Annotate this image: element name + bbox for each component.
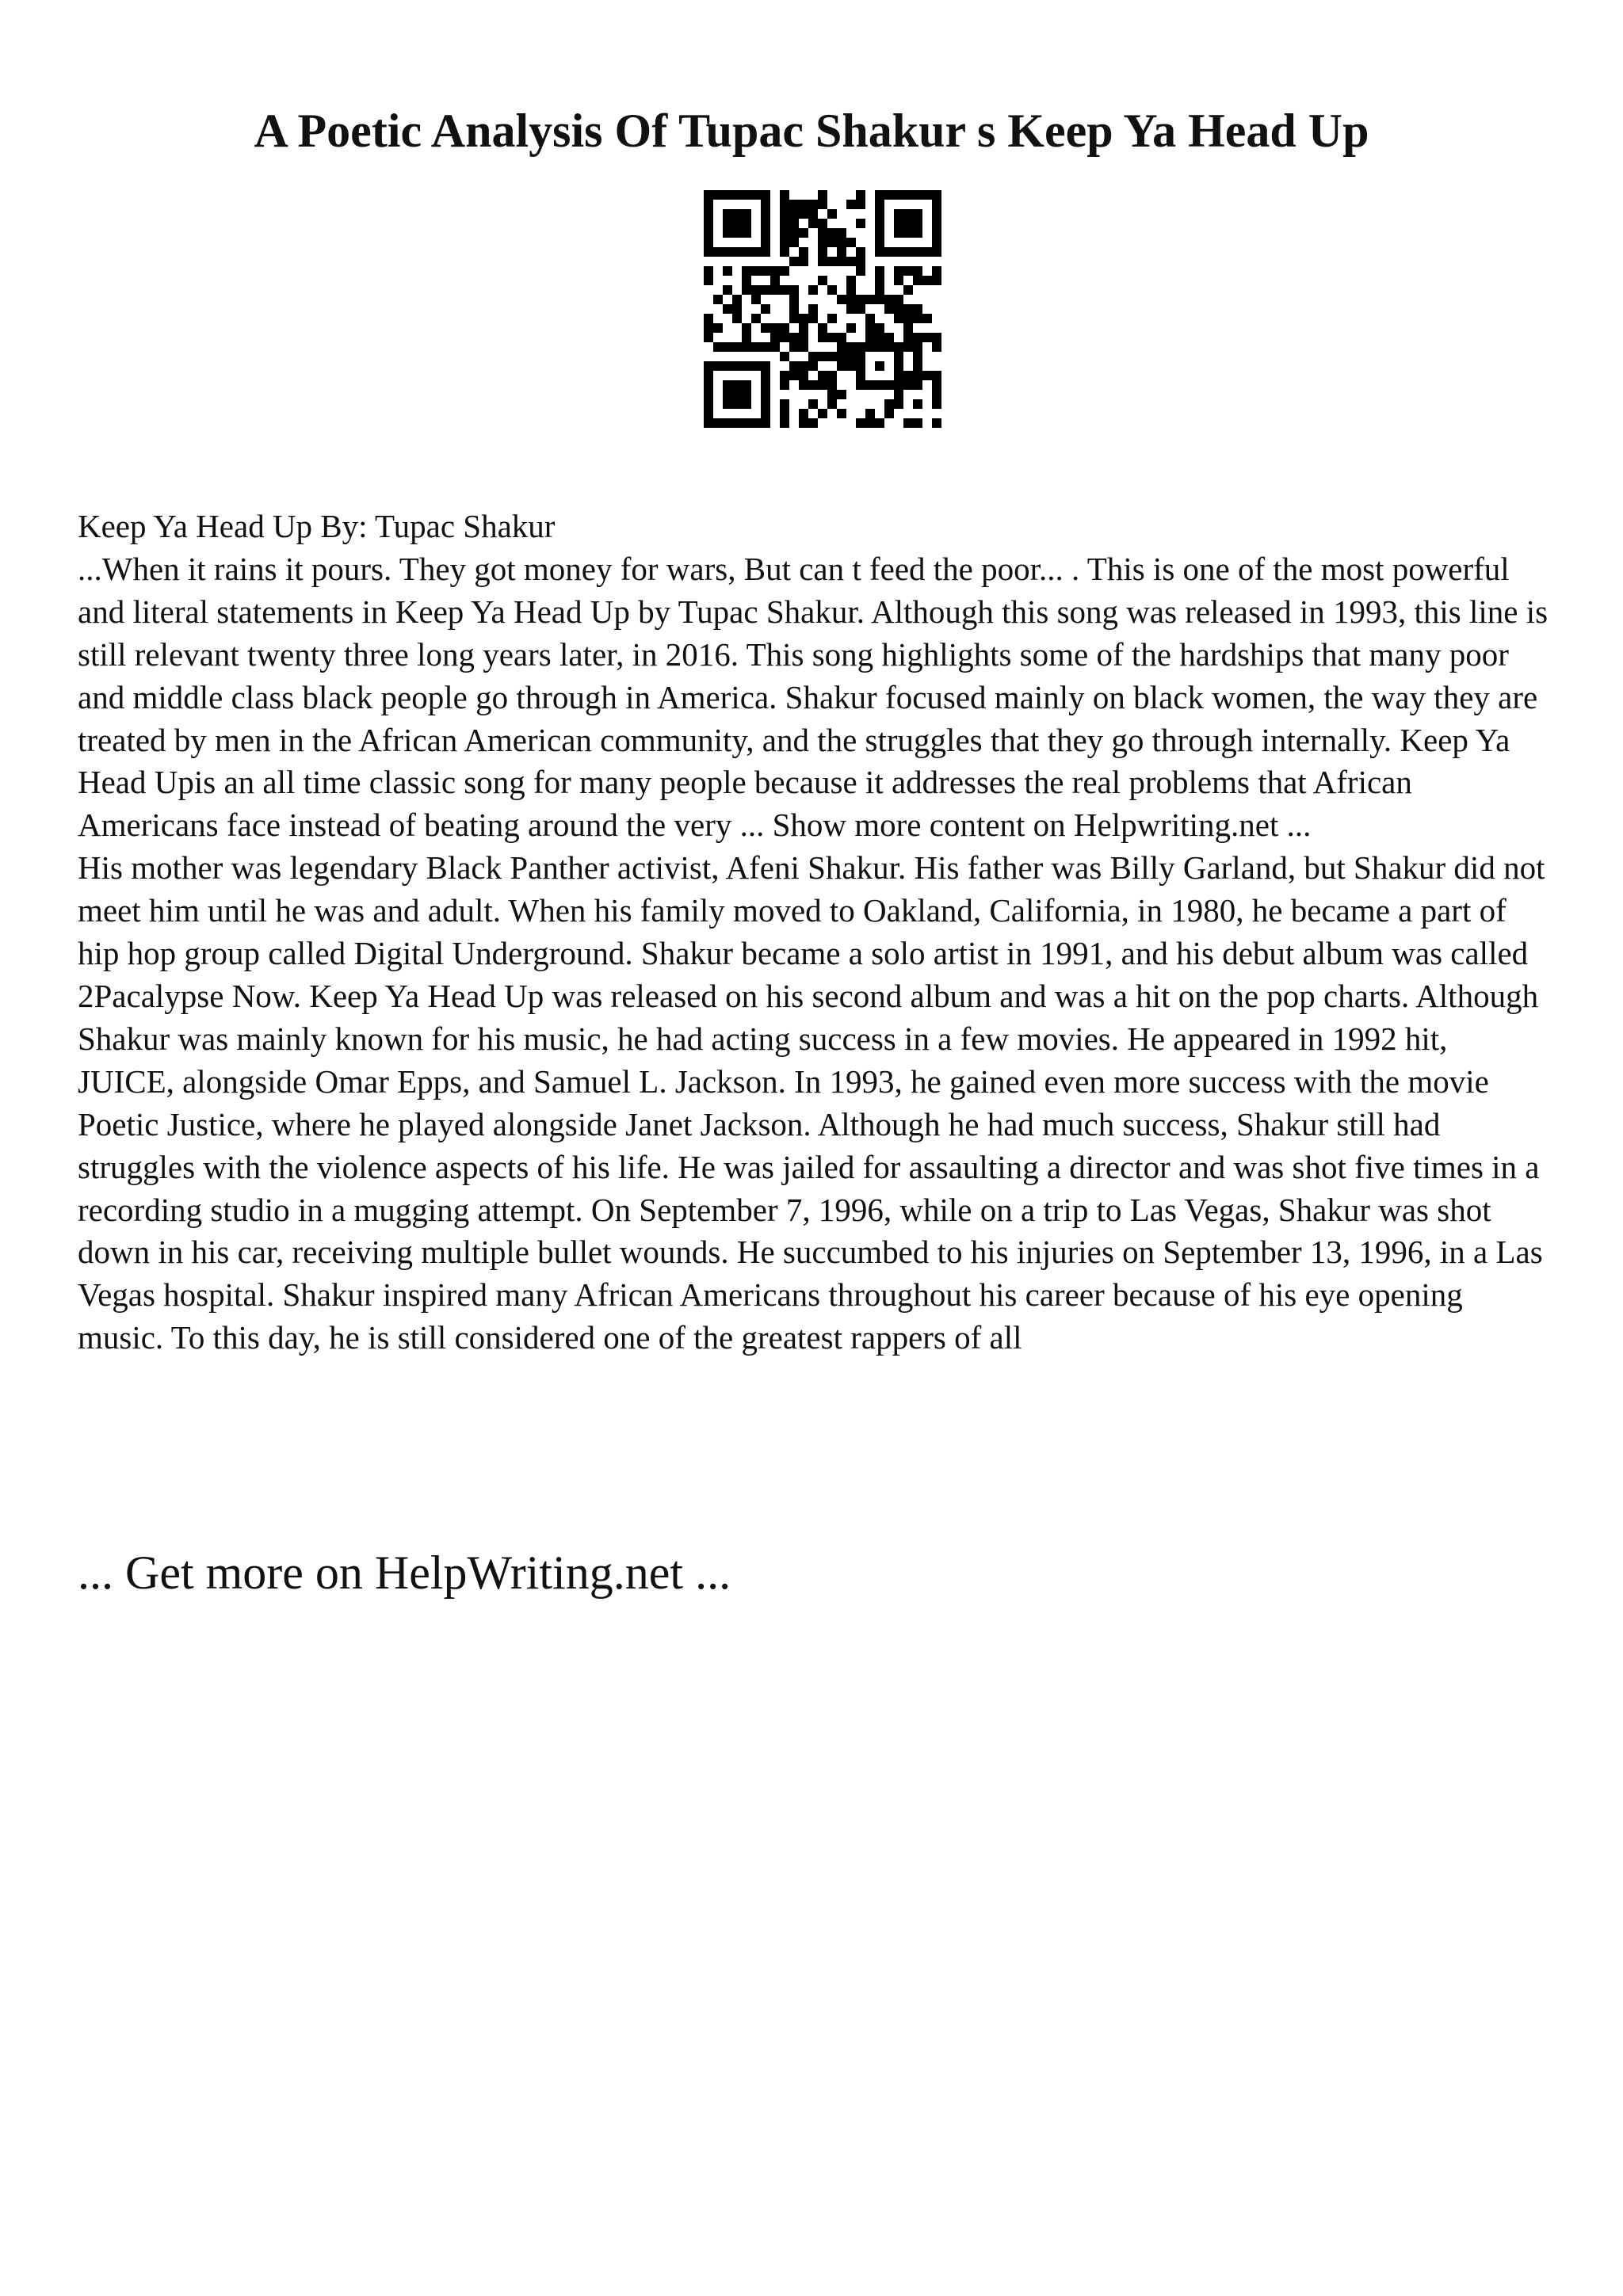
qr-code[interactable] (704, 190, 941, 428)
paragraph-1: ...When it rains it pours. They got money for wars, But can t feed the poor... . This is one of the most powerful and literal statements in Keep Ya Head Up by Tupac Shakur. Although this song was released in 1993, this line is still relevant twenty three long years later, in 2016. This song highlights some of the hardships that many poor and middle class black people go through in America. Shakur focused mainly on black women, the way they are treated by men in the African American community, and the struggles that they go through internally. Keep Ya Head Upis an all time classic song for many people because it addresses the real problems that African Americans face instead of beating around the very ... Show more content on Helpwriting.net ... (78, 550, 1549, 844)
paragraph-2: His mother was legendary Black Panther activist, Afeni Shakur. His father was Billy Garland, but Shakur did not meet him until he was and adult. When his family moved to Oakland, California, in 1980, he became a part of hip hop group called Digital Underground. Shakur became a solo artist in 1991, and his debut album was called 2Pacalypse Now. Keep Ya Head Up was released on his second album and was a hit on the pop charts. Although Shakur was mainly known for his music, he had acting success in a few movies. He appeared in 1992 hit, JUICE, alongside Omar Epps, and Samuel L. Jackson. In 1993, he gained even more success with the movie Poetic Justice, where he played alongside Janet Jackson. Although he had much success, Shakur still had struggles with the violence aspects of his life. He was jailed for assaulting a director and was shot five times in a recording studio in a mugging attempt. On September 7, 1996, while on a trip to Las Vegas, Shakur was shot down in his car, receiving multiple bullet wounds. He succumbed to his injuries on September 13, 1996, in a Las Vegas hospital. Shakur inspired many African Americans throughout his career because of his eye opening music. To this day, he is still considered one of the greatest rappers of all (78, 849, 1545, 1356)
document-body (78, 505, 1552, 1360)
subtitle: Keep Ya Head Up By: Tupac Shakur (78, 508, 556, 544)
qr-code-icon (704, 190, 941, 428)
page-title: A Poetic Analysis Of Tupac Shakur s Keep Ya Head Up (254, 105, 1369, 157)
get-more-link[interactable]: ... Get more on HelpWriting.net ... (78, 1547, 731, 1599)
